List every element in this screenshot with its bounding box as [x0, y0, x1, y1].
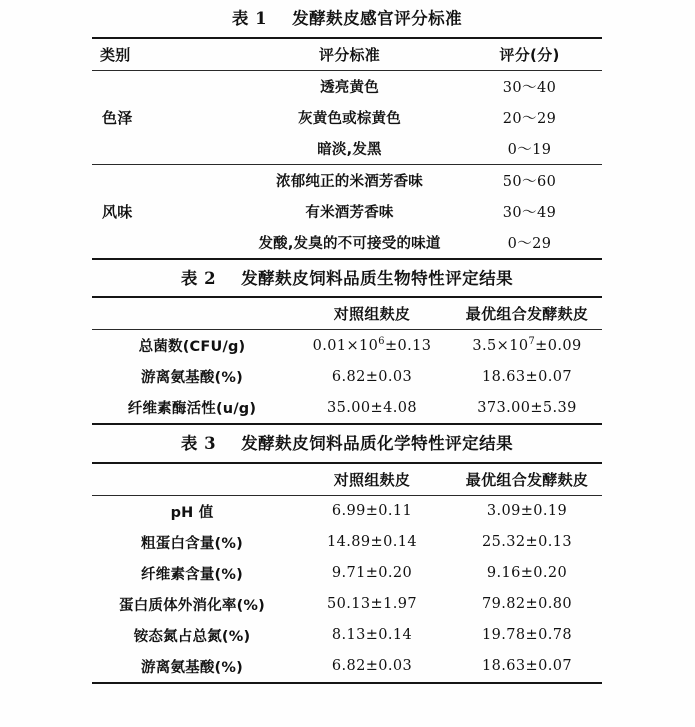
table-row: [92, 330, 602, 361]
table-1-criterion: 暗淡,发黑: [317, 141, 382, 158]
table-3-header-row: [92, 464, 602, 495]
table-1-score: 30～40: [502, 79, 557, 96]
table-1-group-flavor-label-empty: [92, 165, 242, 196]
table-3-row-control: 50.13±1.97: [327, 596, 417, 613]
table-1-group-flavor-label-empty: [92, 227, 242, 258]
table-2-col-item: [92, 298, 292, 329]
value-prefix: 3.5×10: [472, 337, 529, 354]
table-2-block: [92, 260, 602, 424]
table-row: [92, 196, 602, 227]
table-1-caption: [92, 0, 602, 37]
table-2-row-item: 总菌数(CFU/g): [138, 339, 246, 356]
table-1-col-criterion: 评分标准: [318, 45, 381, 64]
table-1-score: 30～49: [502, 204, 557, 221]
table-3-row-best: 18.63±0.07: [482, 658, 572, 675]
table-row: [92, 527, 602, 558]
table-1: [92, 39, 602, 70]
table-row: [92, 589, 602, 620]
table-3-row-item: pH 值: [170, 504, 214, 521]
table-1-criterion: 浓郁纯正的米酒芳香味: [276, 173, 423, 190]
table-1-group-color: [92, 71, 602, 164]
table-3-col-control: 对照组麸皮: [333, 470, 411, 489]
table-3-row-item: 粗蛋白含量(%): [141, 535, 243, 552]
table-2-row-best: 18.63±0.07: [482, 368, 572, 385]
tables-container: [92, 0, 602, 684]
table-2-row-control: 35.00±4.08: [327, 399, 417, 416]
table-3-bottom-rule: [92, 682, 602, 684]
table-3-label: 表 3: [180, 434, 217, 454]
table-2-col-control: 对照组麸皮: [333, 305, 411, 324]
table-3-row-item: 游离氨基酸(%): [141, 659, 243, 676]
table-row: [92, 496, 602, 527]
table-3-row-best: 25.32±0.13: [482, 534, 572, 551]
value-exponent: 7: [528, 335, 536, 347]
table-3-block: [92, 425, 602, 682]
table-1-group-label-color: 色泽: [102, 108, 133, 127]
value-suffix: ±0.13: [384, 337, 432, 354]
table-2-title: 发酵麸皮饲料品质生物特性评定结果: [241, 268, 514, 288]
table-1-criterion: 发酸,发臭的不可接受的味道: [258, 235, 441, 252]
table-2-row-item: 游离氨基酸(%): [141, 370, 243, 387]
table-1-col-category: 类别: [100, 45, 131, 64]
table-1-criterion: 灰黄色或棕黄色: [298, 110, 401, 127]
table-1-score: 0～29: [507, 235, 552, 252]
table-3-row-best: 3.09±0.19: [486, 503, 568, 520]
table-3-col-best: 最优组合发酵麸皮: [465, 470, 589, 489]
table-2-header-row: [92, 298, 602, 329]
table-2-row-best: [452, 330, 602, 361]
table-row: [92, 133, 602, 164]
table-2-body: [92, 330, 602, 423]
table-3-row-control: 9.71±0.20: [331, 565, 413, 582]
table-1-col-score: 评分(分): [499, 45, 560, 64]
table-2-col-best: 最优组合发酵麸皮: [465, 305, 589, 324]
table-3-row-item: 蛋白质体外消化率(%): [119, 597, 265, 614]
table-3: [92, 464, 602, 495]
table-3-row-control: 14.89±0.14: [327, 534, 417, 551]
table-3-row-item: 铵态氮占总氮(%): [133, 628, 251, 645]
table-1-block: [92, 0, 602, 258]
table-3-caption: [92, 425, 602, 462]
table-row: [92, 361, 602, 392]
table-row: [92, 392, 602, 423]
table-1-score: 0～19: [507, 141, 552, 158]
table-row: [92, 71, 602, 102]
table-1-group-color-label-empty: [92, 133, 242, 164]
table-1-group-color-label-empty: [92, 71, 242, 102]
table-2: [92, 298, 602, 329]
table-2-row-control: 6.82±0.03: [331, 368, 413, 385]
table-row: [92, 165, 602, 196]
table-3-row-control: 6.99±0.11: [331, 503, 413, 520]
table-2-label: 表 2: [180, 268, 217, 288]
table-3-row-control: 8.13±0.14: [331, 627, 413, 644]
table-2-row-control: [292, 330, 452, 361]
table-1-header-row: [92, 39, 602, 70]
table-1-criterion: 有米酒芳香味: [305, 204, 394, 221]
table-2-row-best: 373.00±5.39: [477, 399, 577, 416]
table-3-row-best: 79.82±0.80: [482, 596, 572, 613]
table-2-caption: [92, 260, 602, 297]
table-3-body: [92, 496, 602, 682]
table-1-score: 50～60: [502, 173, 557, 190]
table-2-row-item: 纤维素酶活性(u/g): [127, 401, 257, 418]
value-exponent: 6: [378, 335, 385, 347]
table-row: [92, 558, 602, 589]
table-1-score: 20～29: [502, 110, 557, 127]
table-row: [92, 651, 602, 682]
table-3-col-item: [92, 464, 292, 495]
table-3-row-control: 6.82±0.03: [331, 658, 413, 675]
table-3-row-best: 9.16±0.20: [486, 565, 568, 582]
table-row: [92, 620, 602, 651]
value-suffix: ±0.09: [535, 337, 582, 354]
table-1-title: 发酵麸皮感官评分标准: [292, 9, 463, 28]
table-3-row-best: 19.78±0.78: [482, 627, 572, 644]
table-1-group-flavor: [92, 165, 602, 258]
table-1-group-label-flavor: 风味: [102, 202, 133, 221]
table-row: [92, 227, 602, 258]
table-1-criterion: 透亮黄色: [320, 79, 379, 96]
table-3-row-item: 纤维素含量(%): [141, 566, 243, 583]
table-1-label: 表 1: [231, 9, 268, 28]
table-3-title: 发酵麸皮饲料品质化学特性评定结果: [241, 434, 514, 454]
value-prefix: 0.01×10: [312, 337, 379, 354]
table-row: [92, 102, 602, 133]
